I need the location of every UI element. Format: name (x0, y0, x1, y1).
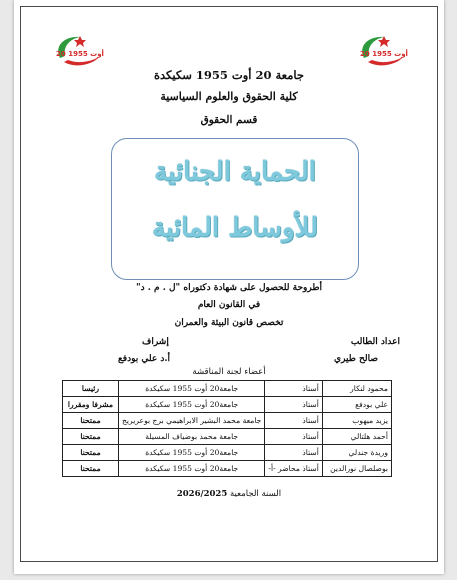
logo-text-left: 20 أوت 1955 (56, 50, 104, 58)
jury-institution: جامعة20 أوت 1955 سكيكدة (119, 397, 265, 413)
jury-role: ممتحنا (63, 413, 119, 429)
jury-rank: أستاذ (265, 397, 322, 413)
student-label: اعداد الطالب (350, 337, 400, 347)
jury-institution: جامعة20 أوت 1955 سكيكدة (119, 381, 265, 397)
jury-role: رئيسا (63, 381, 119, 397)
thesis-title-line1: الحماية الجنائية (154, 157, 316, 187)
jury-role: ممتحنا (63, 461, 119, 477)
jury-name: محمود لنكار (322, 381, 391, 397)
faculty-name: كلية الحقوق والعلوم السياسية (160, 90, 298, 103)
supervisor-name: أ.د علي بودفع (118, 354, 171, 364)
table-row (63, 429, 392, 445)
academic-year (14, 489, 444, 499)
university-logo-left (50, 32, 106, 72)
jury-institution: جامعة محمد البشير الابراهيمي برج بوعريريج (119, 413, 265, 429)
jury-rank: أستاذ محاضر -أ- (265, 461, 322, 477)
jury-institution: جامعة محمد بوضياف المسيلة (119, 429, 265, 445)
thesis-title-box (111, 138, 359, 280)
academic-year-label: السنة الجامعية (229, 489, 282, 499)
jury-rank: أستاذ (265, 413, 322, 429)
table-row (63, 381, 392, 397)
thesis-field: في القانون العام (197, 300, 261, 310)
thesis-specialty: تخصص قانون البيئة والعمران (174, 318, 284, 328)
table-row (63, 413, 392, 429)
table-row (63, 461, 392, 477)
jury-institution: جامعة20 أوت 1955 سكيكدة (119, 445, 265, 461)
committee-title: أعضاء لجنة المناقشة (192, 367, 266, 377)
supervisor-label: إشراف (142, 337, 169, 347)
table-row (63, 445, 392, 461)
jury-role: ممتحنا (63, 445, 119, 461)
jury-rank: أستاذ (265, 445, 322, 461)
jury-name: علي بودفع (322, 397, 391, 413)
university-logo-right (354, 32, 410, 72)
jury-role: مشرفا ومقررا (63, 397, 119, 413)
jury-name: يزيد ميهوب (322, 413, 391, 429)
jury-institution: جامعة20 أوت 1955 سكيكدة (119, 461, 265, 477)
academic-year-value: 2026/2025 (176, 489, 228, 499)
student-name: صالح طيري (334, 354, 378, 364)
logo-text-right: 20 أوت 1955 (360, 50, 408, 58)
jury-rank: أستاذ (265, 381, 322, 397)
jury-table (62, 380, 392, 477)
jury-role: ممتحنا (63, 429, 119, 445)
thesis-degree: أطروحة للحصول على شهادة دكتوراه "ل . م . د" (135, 283, 323, 293)
document-page (14, 0, 444, 574)
jury-name: بوصلصال نورالدين (322, 461, 391, 477)
jury-name: وريدة جندلي (322, 445, 391, 461)
department-name: قسم الحقوق (200, 114, 258, 126)
jury-name: أحمد هلتالي (322, 429, 391, 445)
jury-rank: أستاذ (265, 429, 322, 445)
thesis-title-line2: للأوساط المائية (152, 213, 318, 243)
table-row (63, 397, 392, 413)
university-name: جامعة 20 أوت 1955 سكيكدة (154, 68, 304, 82)
